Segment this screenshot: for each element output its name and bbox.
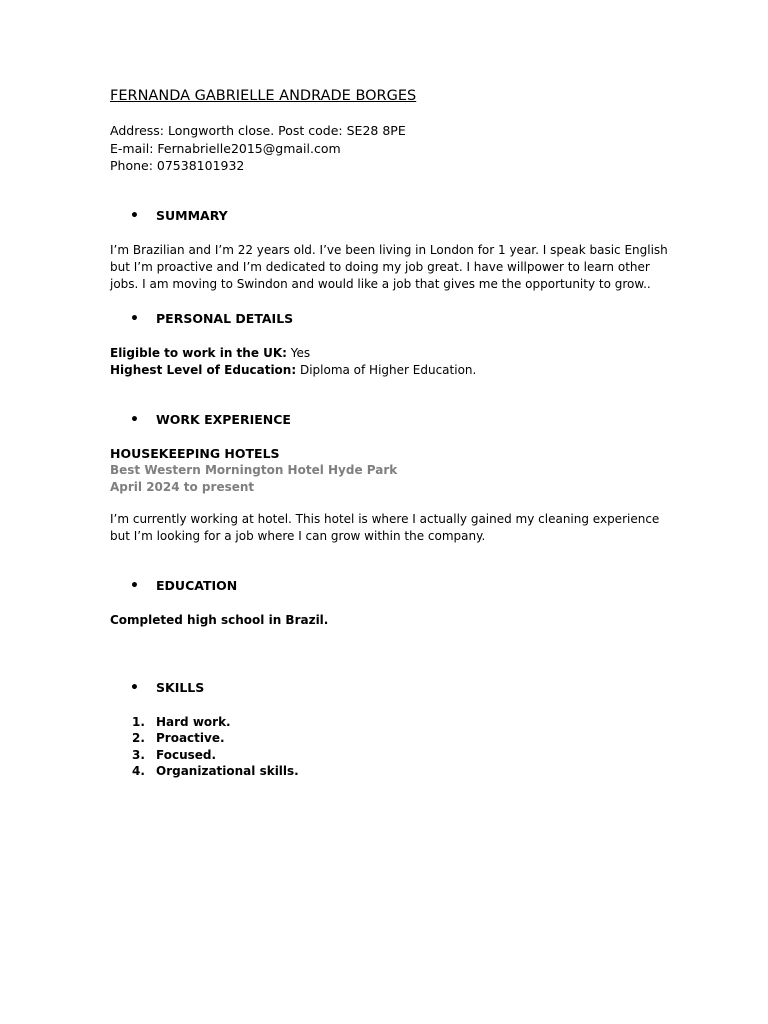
- skill-number: 2.: [132, 731, 145, 746]
- skill-item: [110, 730, 670, 747]
- education-text: Completed high school in Brazil.: [110, 612, 329, 627]
- contact-block: [110, 122, 670, 175]
- contact-address: Address: Longworth close. Post code: SE28 8PE: [110, 123, 406, 138]
- contact-email: E-mail: Fernabrielle2015@gmail.com: [110, 140, 341, 156]
- skills-heading-label: SKILLS: [156, 679, 205, 695]
- bullet-icon: •: [130, 411, 139, 428]
- personal-details-heading-label: PERSONAL DETAILS: [156, 310, 294, 326]
- eligible-row: [110, 345, 670, 362]
- bullet-icon: •: [130, 577, 139, 594]
- education-level-label: Highest Level of Education:: [110, 362, 297, 377]
- personal-details-heading: [110, 310, 670, 328]
- skill-label: Proactive.: [156, 731, 225, 746]
- bullet-icon: •: [130, 207, 139, 224]
- summary-heading-label: SUMMARY: [156, 207, 228, 223]
- skill-item: [110, 763, 670, 780]
- job-title: HOUSEKEEPING HOTELS: [110, 445, 280, 461]
- bullet-icon: •: [130, 310, 139, 327]
- education-level-row: [110, 362, 670, 379]
- skill-item: [110, 714, 670, 731]
- skill-number: 1.: [132, 714, 145, 729]
- candidate-name: FERNANDA GABRIELLE ANDRADE BORGES: [110, 88, 417, 104]
- skills-heading: [110, 679, 670, 697]
- summary-text: I’m Brazilian and I’m 22 years old. I’ve been living in London for 1 year. I speak basic English but I’m proactive and I’m dedicated to doing my job great. I have willpower to learn other jobs. I am moving to Swindon and would like a job that gives me the opportunity to grow..: [110, 242, 668, 291]
- skill-number: 3.: [132, 747, 145, 762]
- eligible-label: Eligible to work in the UK:: [110, 345, 287, 360]
- eligible-value: Yes: [286, 345, 311, 360]
- job-employer: Best Western Mornington Hotel Hyde Park: [110, 462, 398, 477]
- work-experience-heading-label: WORK EXPERIENCE: [156, 411, 291, 427]
- skill-item: [110, 747, 670, 764]
- skills-list: [110, 714, 670, 780]
- education-heading: [110, 577, 670, 595]
- contact-phone: Phone: 07538101932: [110, 158, 245, 173]
- job-description: I’m currently working at hotel. This hotel is where I actually gained my cleaning experience but I’m looking for a job where I can grow within the company.: [110, 511, 660, 543]
- education-heading-label: EDUCATION: [156, 577, 238, 593]
- job-entry: [110, 445, 670, 545]
- resume-document: [110, 86, 670, 780]
- skill-label: Focused.: [156, 747, 217, 762]
- skill-label: Hard work.: [156, 714, 231, 729]
- summary-heading: [110, 207, 670, 225]
- education-level-value: Diploma of Higher Education.: [296, 362, 477, 377]
- skill-number: 4.: [132, 764, 145, 779]
- personal-details-block: [110, 345, 670, 379]
- work-experience-heading: [110, 411, 670, 429]
- job-dates: April 2024 to present: [110, 479, 255, 494]
- bullet-icon: •: [130, 679, 139, 696]
- skill-label: Organizational skills.: [156, 764, 299, 779]
